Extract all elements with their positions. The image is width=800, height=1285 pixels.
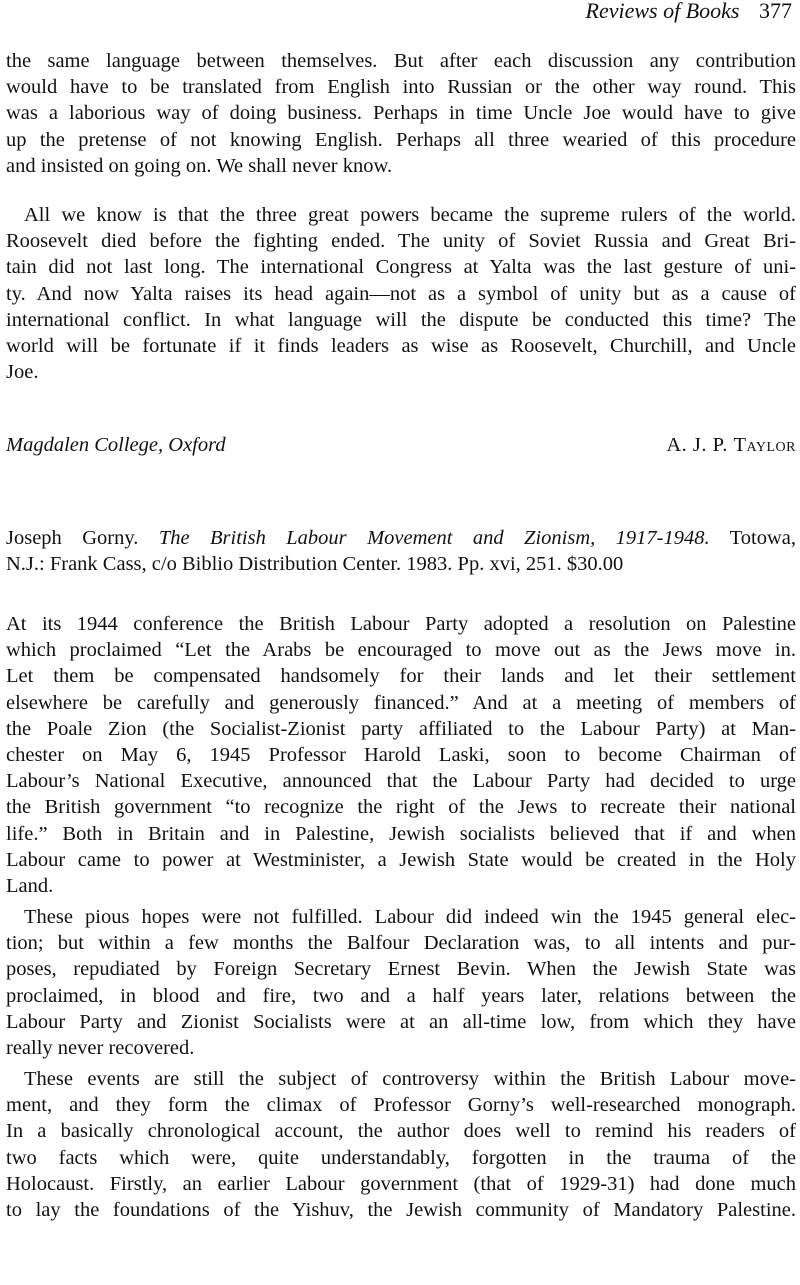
prev-review-paragraph-1 <box>6 48 796 179</box>
review-paragraph-1 <box>6 611 796 899</box>
review-paragraph-2 <box>6 904 796 1061</box>
text-line: elsewhere be carefully and generously financed.” And at a meeting of members of <box>6 691 796 714</box>
text-line: At its 1944 conference the British Labour Party adopted a resolution on Palestine <box>6 613 796 635</box>
text-line: up the pretense of not knowing English. Perhaps all three wearied of this procedure <box>6 128 796 151</box>
text-line: These events are still the subject of controversy within the British Labour move- <box>24 1068 796 1090</box>
running-head <box>586 0 792 26</box>
text-line: two facts which were, quite understandably, forgotten in the trauma of the <box>6 1146 796 1169</box>
text-line: tain did not last long. The international Congress at Yalta was the last gesture of uni- <box>6 256 796 279</box>
publication-place: Totowa, <box>709 527 796 549</box>
book-citation <box>6 525 796 577</box>
prev-review-paragraph-2 <box>6 202 796 385</box>
text-line: international conflict. In what language will the dispute be conducted this time? The <box>6 308 796 331</box>
text-line: the same language between themselves. But after each discussion any contribution <box>6 50 796 72</box>
text-line: chester on May 6, 1945 Professor Harold Laski, soon to become Chairman of <box>6 743 796 766</box>
reviewer-signoff <box>6 432 796 458</box>
page-number: 377 <box>759 0 792 23</box>
text-line: proclaimed, in blood and fire, two and a half years later, relations between the <box>6 984 796 1007</box>
text-line: really never recovered. <box>6 1036 195 1059</box>
book-title: The British Labour Movement and Zionism, 1917-1948. <box>158 527 710 549</box>
text-line: In a basically chronological account, the author does well to remind his readers of <box>6 1120 796 1143</box>
text-line: which proclaimed “Let the Arabs be encouraged to move out as the Jews move in. <box>6 639 796 662</box>
text-line: ment, and they form the climax of Professor Gorny’s well-researched monograph. <box>6 1094 796 1117</box>
text-line: Labour came to power at Westminister, a Jewish State would be created in the Holy <box>6 848 796 871</box>
reviewer-name <box>666 432 796 458</box>
text-line: All we know is that the three great powers became the supreme rulers of the world. <box>24 204 796 226</box>
text-line: Labour Party and Zionist Socialists were at an all-time low, from which they have <box>6 1010 796 1033</box>
text-line: would have to be translated from English into Russian or the other way round. This <box>6 76 796 99</box>
text-line: life.” Both in Britain and in Palestine, Jewish socialists believed that if and when <box>6 822 796 845</box>
text-line: world will be fortunate if it finds leaders as wise as Roosevelt, Churchill, and Uncle <box>6 334 796 357</box>
text-line: and insisted on going on. We shall never know. <box>6 154 393 177</box>
text-line: Holocaust. Firstly, an earlier Labour government (that of 1929-31) had done much <box>6 1172 796 1195</box>
text-line: poses, repudiated by Foreign Secretary Ernest Bevin. When the Jewish State was <box>6 958 796 981</box>
text-line: ty. And now Yalta raises its head again—not as a symbol of unity but as a cause of <box>6 282 796 305</box>
reviewer-initials: A. J. P. <box>666 434 734 456</box>
text-line: Roosevelt died before the fighting ended. The unity of Soviet Russia and Great Bri- <box>6 230 796 253</box>
text-line: Joe. <box>6 361 39 384</box>
text-line: the Poale Zion (the Socialist-Zionist party affiliated to the Labour Party) at Man- <box>6 717 796 740</box>
text-line: These pious hopes were not fulfilled. Labour did indeed win the 1945 general elec- <box>24 906 796 928</box>
text-line: to lay the foundations of the Yishuv, the Jewish community of Mandatory Palestine. <box>6 1198 796 1221</box>
reviewer-surname: Taylor <box>733 434 796 456</box>
text-line: Land. <box>6 874 54 897</box>
citation-line <box>6 525 796 551</box>
review-paragraph-3 <box>6 1066 796 1223</box>
text-line: tion; but within a few months the Balfour Declaration was, to all intents and pur- <box>6 932 796 955</box>
citation-line: N.J.: Frank Cass, c/o Biblio Distribution Center. 1983. Pp. xvi, 251. $30.00 <box>6 553 624 576</box>
text-line: the British government “to recognize the right of the Jews to recreate their national <box>6 796 796 819</box>
text-line: Let them be compensated handsomely for their lands and let their settlement <box>6 665 796 688</box>
book-author: Joseph Gorny. <box>6 527 159 549</box>
text-line: was a laborious way of doing business. Perhaps in time Uncle Joe would have to give <box>6 102 796 125</box>
journal-section-title: Reviews of Books <box>585 0 740 23</box>
text-line: Labour’s National Executive, announced that the Labour Party had decided to urge <box>6 770 796 793</box>
reviewer-affiliation: Magdalen College, Oxford <box>6 434 226 456</box>
